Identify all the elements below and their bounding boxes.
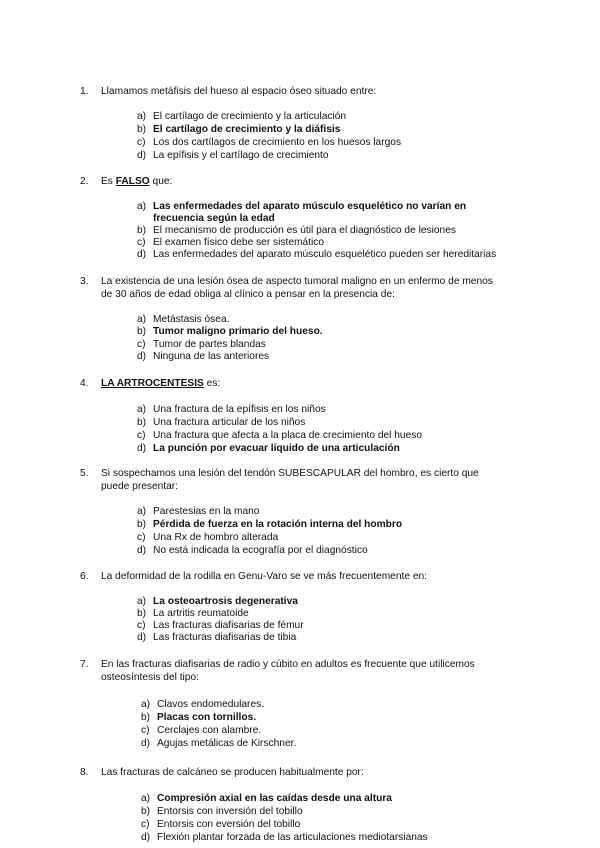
option-a[interactable]: a) Clavos endomedulares. [141,699,265,710]
option-b[interactable]: b) Una fractura articular de los niños [137,417,306,428]
option-c[interactable]: c) Cerclajes con alambre. [141,725,262,736]
option-d[interactable]: d) Agujas metálicas de Kirschner. [141,738,297,749]
question-text: Es FALSO que: [101,176,173,187]
option-b[interactable]: b) El mecanismo de producción es útil para el diagnóstico de lesiones [137,225,456,236]
question-text-line-2: puede presentar: [101,481,179,492]
option-d[interactable]: d) Las fracturas diafisarias de tibia [137,632,297,643]
option-a[interactable]: a) Parestesias en la mano [137,506,260,517]
question-text: Llamamos metáfisis del hueso al espacio óseo situado entre: [101,86,377,97]
option-a[interactable]: a) La osteoartrosis degenerativa [137,596,298,607]
question-text-line-1: Si sospechamos una lesión del tendón SUBESCAPULAR del hombro, es cierto que [101,468,479,479]
option-b[interactable]: b) Tumor maligno primario del hueso. [137,326,323,337]
option-d[interactable]: d) Las enfermedades del aparato músculo esquelético pueden ser hereditarias [137,249,497,260]
option-d[interactable]: d) Flexión plantar forzada de las articulaciones mediotarsianas [141,832,428,843]
question-number: 5. [80,468,89,479]
option-b[interactable]: b) El cartílago de crecimiento y la diáfisis [137,124,341,135]
option-a[interactable]: a) Metástasis ósea. [137,314,230,325]
option-a[interactable]: a) Las enfermedades del aparato músculo esquelético no varían en [137,201,467,212]
option-c[interactable]: c) Las fracturas diafisarias de fémur [137,620,304,631]
question-text: LA ARTROCENTESIS es: [101,378,221,389]
question-text-line-1: En las fracturas diafisarias de radio y cúbito en adultos es frecuente que utilicemos [101,659,475,670]
option-d[interactable]: d) No está indicada la ecografía por el diagnóstico [137,545,368,556]
question-text: Las fracturas de calcáneo se producen habitualmente por: [101,767,364,778]
option-c[interactable]: c) El examen físico debe ser sistemático [137,237,324,248]
question-text-line-1: La existencia de una lesión ósea de aspecto tumoral maligno en un enfermo de menos [101,276,493,287]
question-number: 2. [80,176,89,187]
question-number: 7. [80,659,89,670]
question-text: La deformidad de la rodilla en Genu-Varo se ve más frecuentemente en: [101,571,427,582]
option-c[interactable]: c) Una fractura que afecta a la placa de crecimiento del hueso [137,430,422,441]
question-number: 3. [80,276,89,287]
option-c[interactable]: c) Los dos cartílagos de crecimiento en los huesos largos [137,137,402,148]
question-number: 6. [80,571,89,582]
option-c[interactable]: c) Tumor de partes blandas [137,339,266,350]
option-d[interactable]: d) Ninguna de las anteriores [137,351,270,362]
option-c[interactable]: c) Entorsis con eversión del tobillo [141,819,301,830]
option-b[interactable]: b) Pérdida de fuerza en la rotación interna del hombro [137,519,403,530]
option-a-continuation: frecuencia según la edad [153,213,275,224]
option-d[interactable]: d) La punción por evacuar líquido de una articulación [137,443,400,454]
question-number: 8. [80,767,89,778]
question-number: 1. [80,86,89,97]
option-a[interactable]: a) El cartílago de crecimiento y la articulación [137,111,347,122]
option-b[interactable]: b) Entorsis con inversión del tobillo [141,806,303,817]
option-d[interactable]: d) La epífisis y el cartílago de crecimiento [137,150,329,161]
question-text-line-2: osteosíntesis del tipo: [101,672,199,683]
option-a[interactable]: a) Compresión axial en las caídas desde una altura [141,793,392,804]
option-c[interactable]: c) Una Rx de hombro alterada [137,532,279,543]
option-b[interactable]: b) La artritis reumatoide [137,608,249,619]
question-number: 4. [80,378,89,389]
option-b[interactable]: b) Placas con tornillos. [141,712,257,723]
option-a[interactable]: a) Una fractura de la epífisis en los niños [137,404,326,415]
question-text-line-2: de 30 años de edad obliga al clínico a pensar en la presencia de: [101,289,395,300]
